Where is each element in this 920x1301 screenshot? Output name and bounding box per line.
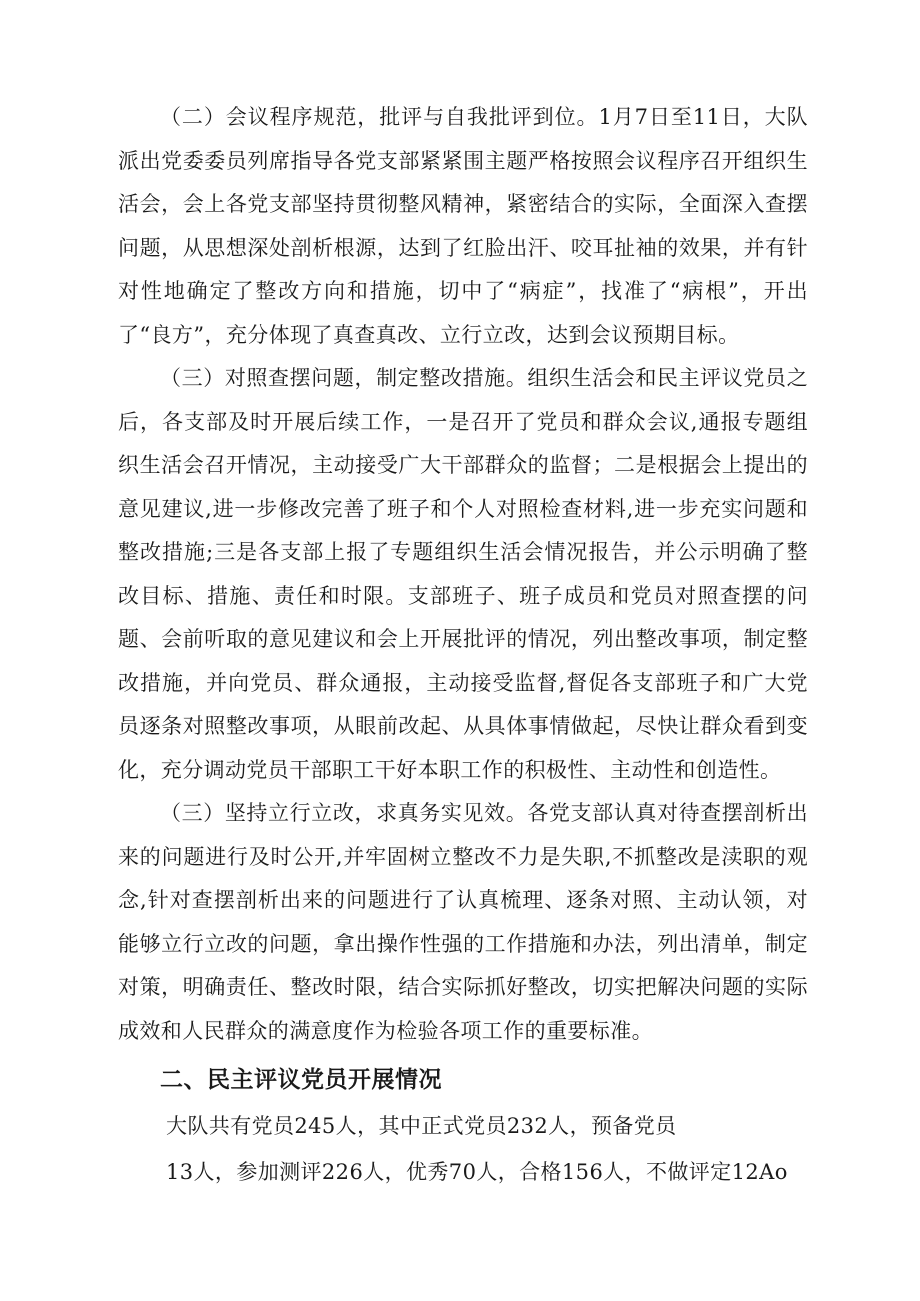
summary-line: 13人，参加测评226人，优秀70人，合格156人，不做评定12Ao xyxy=(166,1160,788,1184)
summary-line: 大队共有党员245人，其中正式党员232人，预备党员 xyxy=(166,1114,677,1138)
paragraph-rectification-measures: （三）对照查摆问题，制定整改措施。组织生活会和民主评议党员之后，各支部及时开展后续工作，一是召开了党员和群众会议,通报专题组织生活会召开情况，主动接受广大干部群众的监督；二是根据会上提出的意见建议,进一步修改完善了班子和个人对照检查材料,进一步充实问题和整改措施;三是各支部上报了专题组织生活会情况报告，并公示明确了整改目标、措施、责任和时限。支部班子、班子成员和党员对照查摆的问题、会前听取的意见建议和会上开展批评的情况，列出整改事项，制定整改措施，并向党员、群众通报，主动接受监督,督促各支部班子和广大党员逐条对照整改事项，从眼前改起、从具体事情做起，尽快让群众看到变化，充分调动党员干部职工干好本职工作的积极性、主动性和创造性。 xyxy=(118,366,808,782)
paragraph-immediate-rectification: （三）坚持立行立改，求真务实见效。各党支部认真对待查摆剖析出来的问题进行及时公开,并牢固树立整改不力是失职,不抓整改是渎职的观念,针对查摆剖析出来的问题进行了认真梳理、逐条对照、主动认领，对能够立行立改的问题，拿出操作性强的工作措施和办法，列出清单，制定对策，明确责任、整改时限，结合实际抓好整改，切实把解决问题的实际成效和人民群众的满意度作为检验各项工作的重要标准。 xyxy=(118,801,808,1043)
paragraph-meeting-procedure: （二）会议程序规范，批评与自我批评到位。1月7日至11日，大队派出党委委员列席指导各党支部紧紧围主题严格按照会议程序召开组织生活会，会上各党支部坚持贯彻整风精神，紧密结合的实际，全面深入查摆问题，从思想深处剖析根源，达到了红脸出汗、咬耳扯袖的效果，并有针对性地确定了整改方向和措施，切中了“病症”，找准了“病根”，开出了“良方”，充分体现了真查真改、立行立改，达到会议预期目标。 xyxy=(118,105,808,347)
section-heading: 二、民主评议党员开展情况 xyxy=(160,1067,442,1093)
